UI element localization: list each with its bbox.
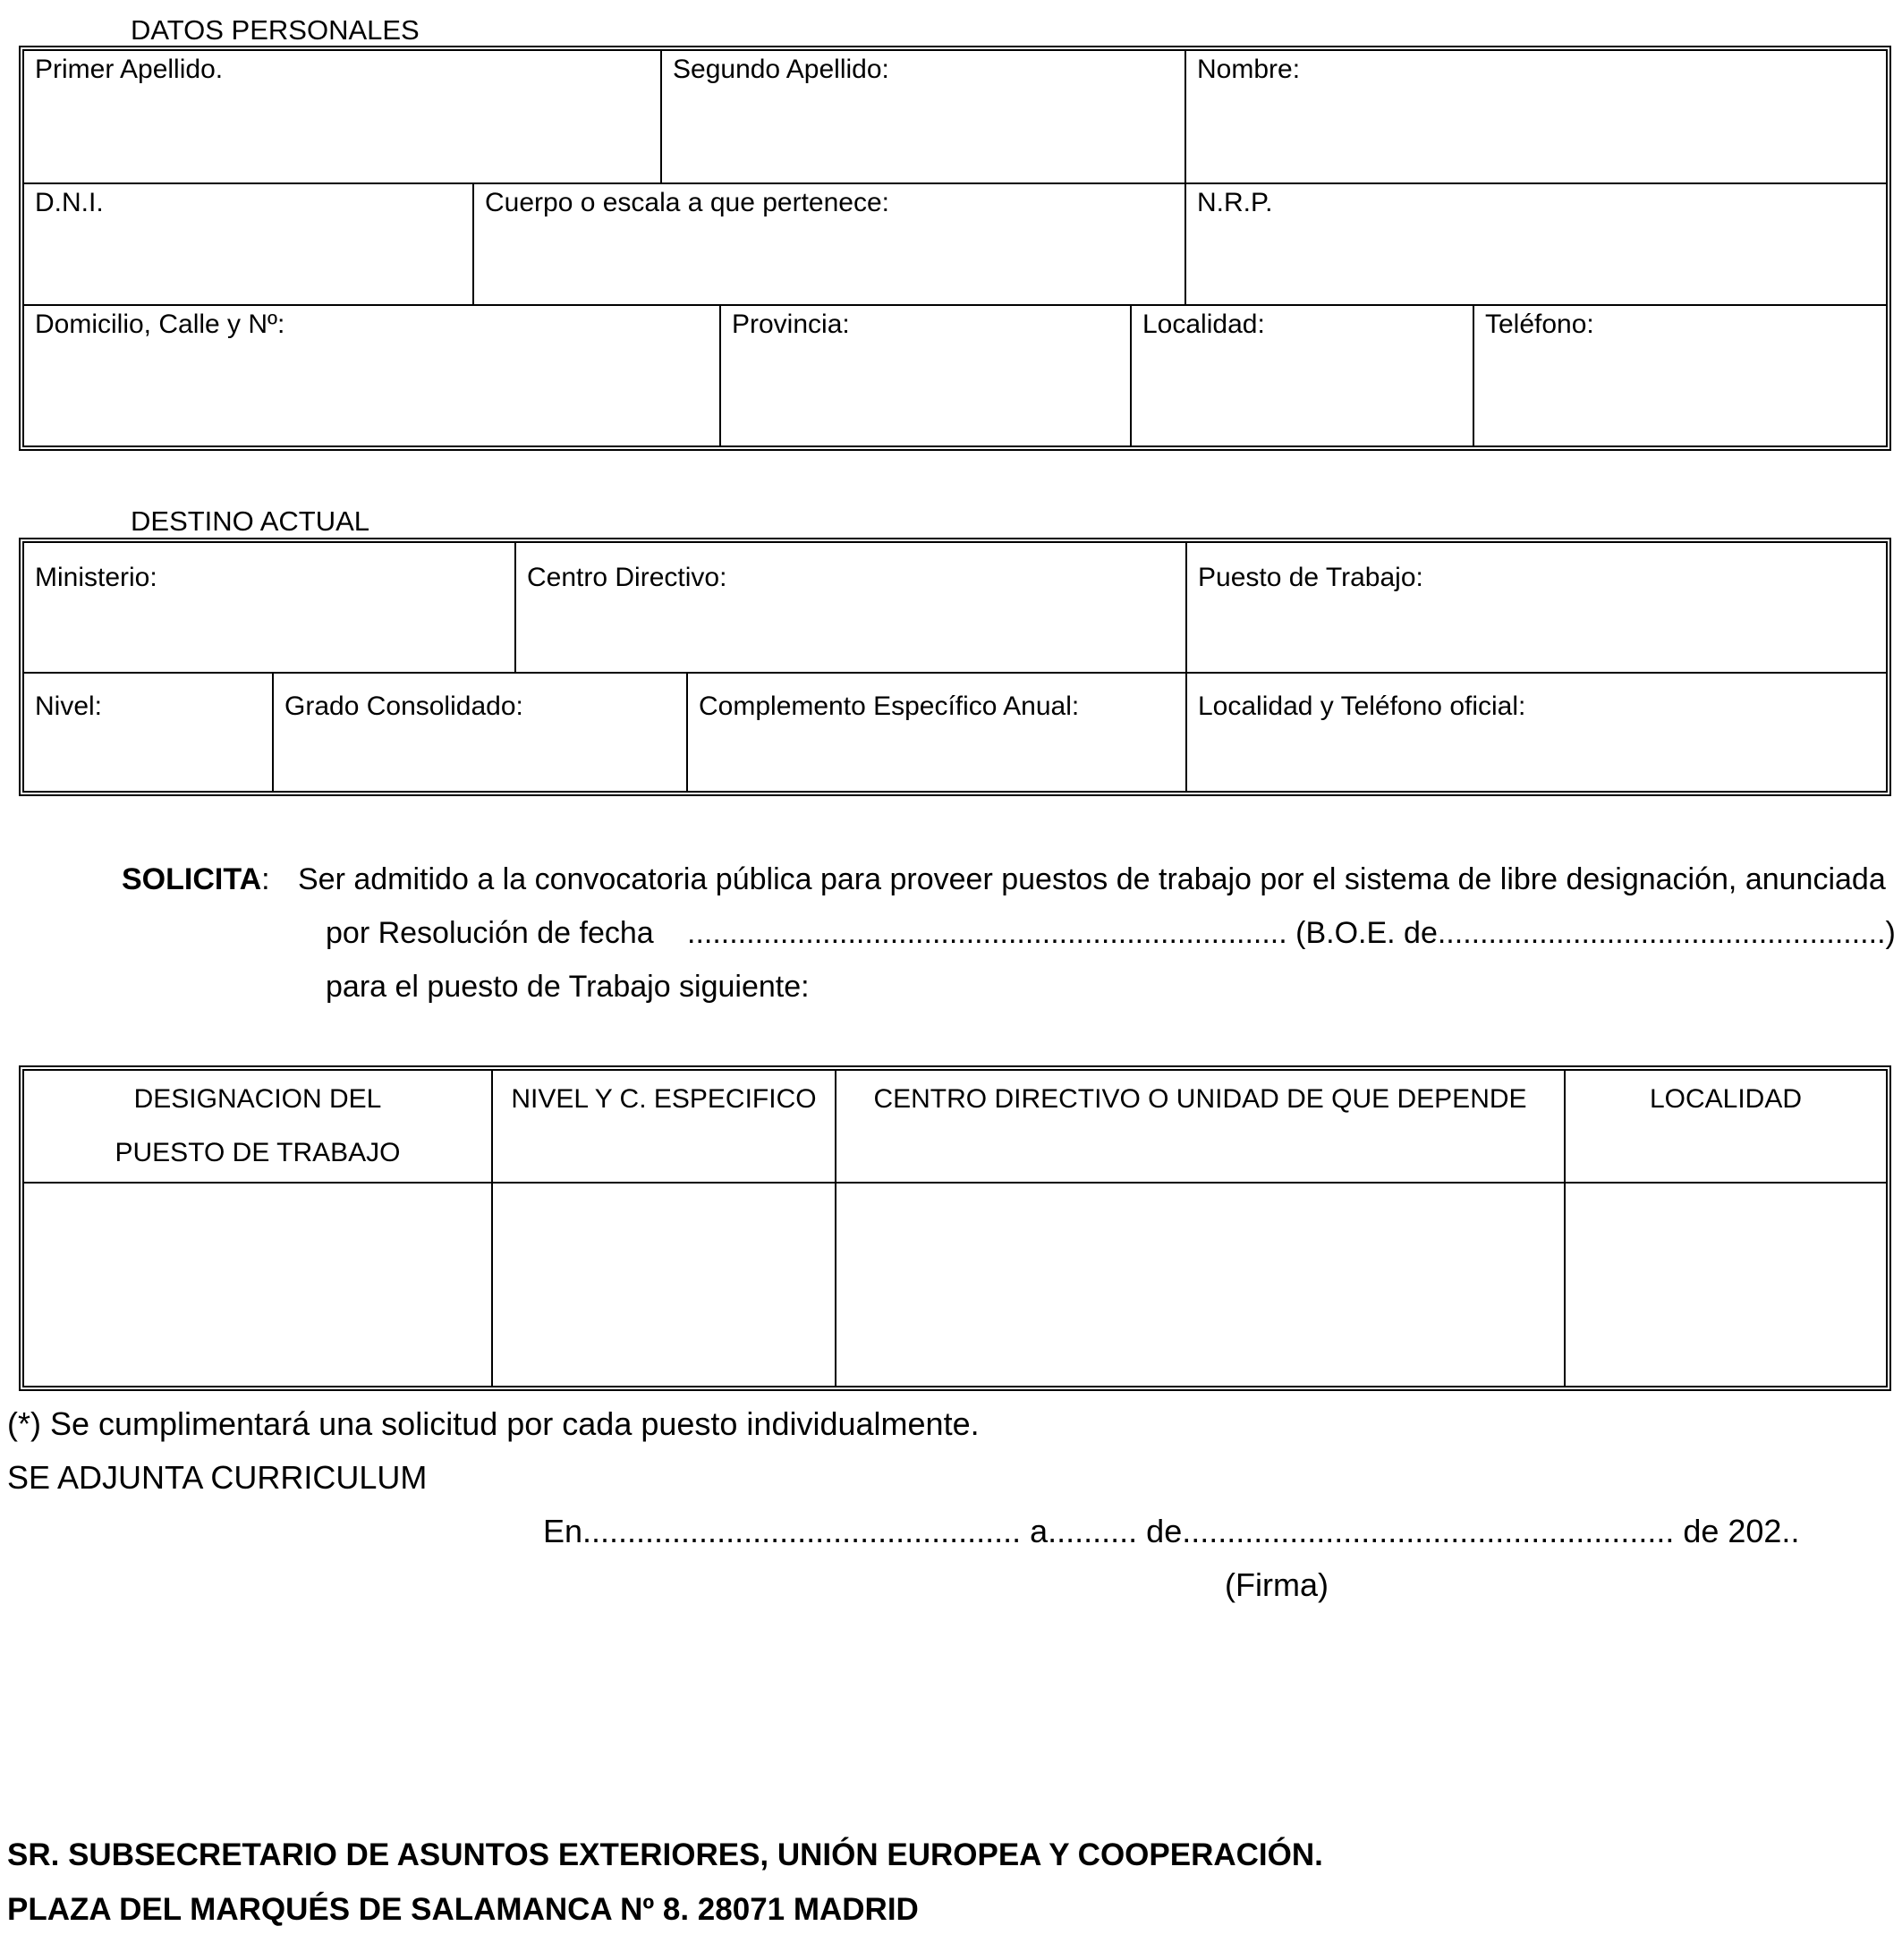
label-puesto-trabajo: Puesto de Trabajo: [1198, 563, 1423, 592]
label-centro-directivo: Centro Directivo: [527, 563, 727, 592]
header-centro-directivo: CENTRO DIRECTIVO O UNIDAD DE QUE DEPENDE [836, 1071, 1565, 1184]
cell-nivel-especifico[interactable] [492, 1184, 836, 1386]
solicita-line1 [122, 862, 270, 897]
label-dni: D.N.I. [35, 188, 104, 217]
field-domicilio[interactable] [24, 306, 720, 445]
header-designacion [24, 1071, 492, 1184]
cell-localidad[interactable] [1565, 1184, 1886, 1386]
header-designacion-line1: DESIGNACION DEL [133, 1084, 382, 1114]
field-cuerpo[interactable] [473, 184, 1185, 304]
label-localidad: Localidad: [1142, 310, 1265, 339]
solicita-label: SOLICITA [122, 862, 262, 896]
datos-personales-box [19, 46, 1891, 451]
header-designacion-line2: PUESTO DE TRABAJO [115, 1138, 401, 1167]
destino-actual-box [19, 538, 1891, 796]
cell-centro-directivo[interactable] [836, 1184, 1565, 1386]
label-ministerio: Ministerio: [35, 563, 157, 592]
label-segundo-apellido: Segundo Apellido: [673, 55, 889, 84]
label-complemento-especifico: Complemento Específico Anual: [699, 692, 1080, 721]
field-segundo-apellido[interactable] [661, 51, 1185, 182]
field-puesto-trabajo[interactable] [1186, 543, 1886, 672]
field-localidad[interactable] [1131, 306, 1473, 445]
header-localidad: LOCALIDAD [1565, 1071, 1886, 1184]
field-telefono[interactable] [1473, 306, 1886, 445]
field-nombre[interactable] [1185, 51, 1886, 182]
label-grado-consolidado: Grado Consolidado: [284, 692, 523, 721]
solicita-text-line2b: ....................................................................... (B.O.E. de.....................................................) [687, 916, 1896, 950]
solicita-colon: : [261, 862, 270, 896]
field-nrp[interactable] [1185, 184, 1886, 304]
field-dni[interactable] [24, 184, 473, 304]
header-nivel-especifico: NIVEL Y C. ESPECIFICO [492, 1071, 836, 1184]
field-centro-directivo[interactable] [515, 543, 1186, 672]
label-cuerpo: Cuerpo o escala a que pertenece: [485, 188, 889, 217]
section-title-destino-actual: DESTINO ACTUAL [131, 505, 369, 537]
section-title-datos-personales: DATOS PERSONALES [131, 14, 420, 46]
addressee-line2: PLAZA DEL MARQUÉS DE SALAMANCA Nº 8. 28071 MADRID [7, 1892, 919, 1927]
field-complemento-especifico[interactable] [687, 674, 1186, 791]
label-nombre: Nombre: [1197, 55, 1301, 84]
cell-designacion[interactable] [24, 1184, 492, 1386]
field-ministerio[interactable] [24, 543, 515, 672]
field-primer-apellido[interactable] [24, 51, 661, 182]
field-grado-consolidado[interactable] [273, 674, 687, 791]
puestos-table [19, 1065, 1891, 1391]
solicita-text-line2a: por Resolución de fecha [326, 916, 654, 950]
field-nivel[interactable] [24, 674, 273, 791]
addressee-line1: SR. SUBSECRETARIO DE ASUNTOS EXTERIORES, UNIÓN EUROPEA Y COOPERACIÓN. [7, 1837, 1323, 1872]
field-provincia[interactable] [720, 306, 1131, 445]
note-solicitud: (*) Se cumplimentará una solicitud por cada puesto individualmente. [7, 1405, 980, 1442]
solicita-text-line3: para el puesto de Trabajo siguiente: [326, 970, 810, 1004]
solicita-text-line1: Ser admitido a la convocatoria pública para proveer puestos de trabajo por el sistema de libre designación, anunciada [298, 862, 1886, 896]
label-nrp: N.R.P. [1197, 188, 1273, 217]
label-primer-apellido: Primer Apellido. [35, 55, 224, 84]
place-date-line[interactable]: En................................................. a.......... de....................................................... de 202.. [543, 1513, 1800, 1549]
label-nivel: Nivel: [35, 692, 103, 721]
label-domicilio: Domicilio, Calle y Nº: [35, 310, 285, 339]
label-localidad-telefono-oficial: Localidad y Teléfono oficial: [1198, 692, 1526, 721]
note-curriculum: SE ADJUNTA CURRICULUM [7, 1459, 428, 1496]
firma-label: (Firma) [1225, 1566, 1329, 1603]
label-telefono: Teléfono: [1485, 310, 1594, 339]
label-provincia: Provincia: [732, 310, 850, 339]
field-localidad-telefono-oficial[interactable] [1186, 674, 1886, 791]
